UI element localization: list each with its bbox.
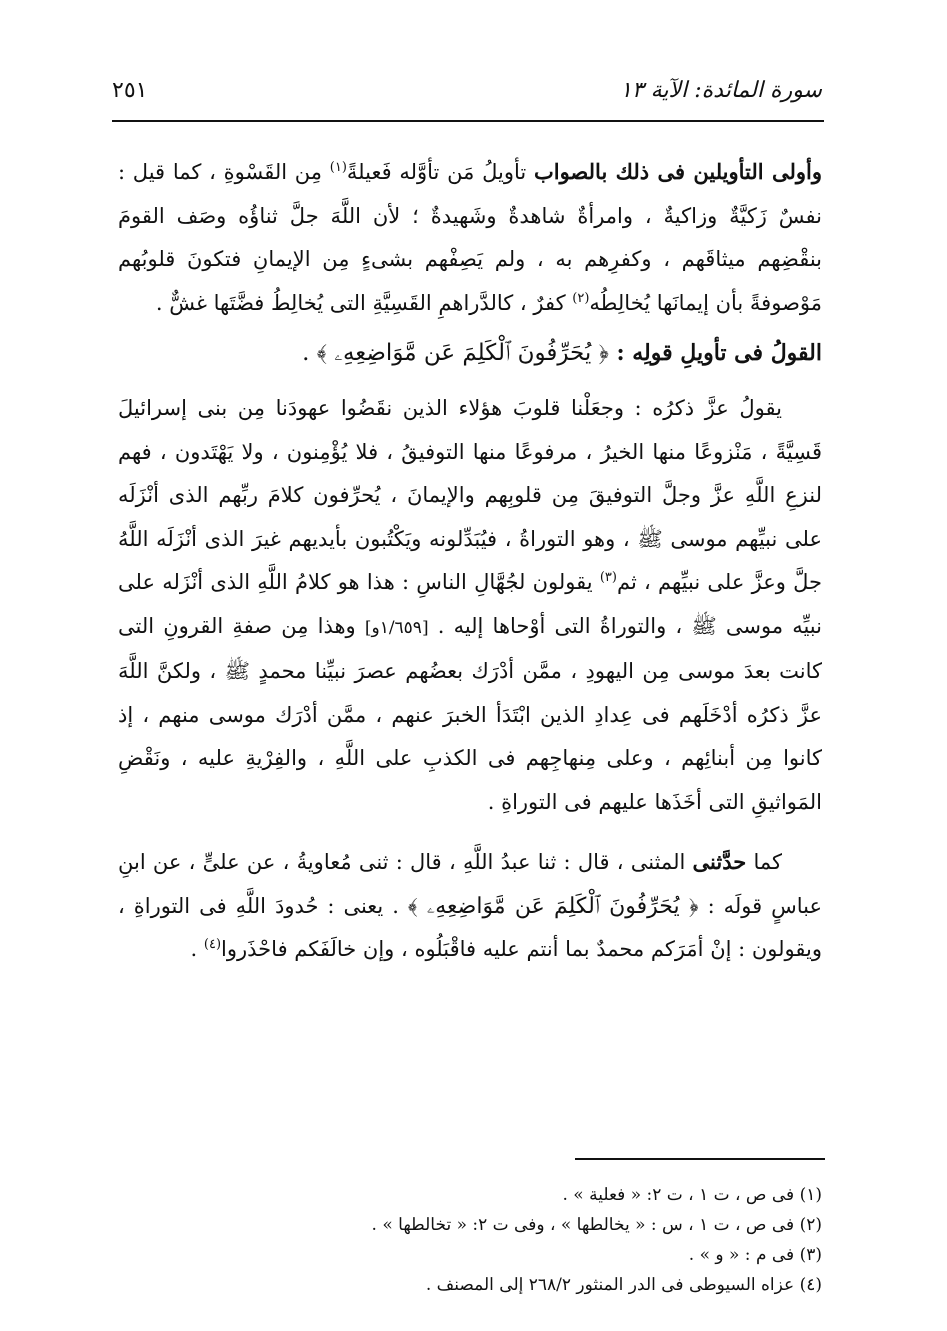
footnotes: [118, 1180, 822, 1300]
bold-lead: وأولى التأويلين فى ذلك بالصواب: [533, 159, 823, 184]
text-span: وهذا مِن صفةِ القرونِ التى كانت بعدَ موسى مِن اليهودِ ، ممَّن أدْرَك بعضُهم عصرَ نبيِّنا محمدٍ ﷺ ، ولكنَّ اللَّهَ عزَّ ذكرُه أدْخَلَهم فى عِدادِ الذين ابْتَدَأ الخبرَ عنهم ، ممَّن أدْرَك موسى منهم ، إذ كانوا مِن أبنائِهم ، وعلى مِنهاجِهم فى الكذبِ على اللَّهِ ، والفِرْيةِ عليه ، ونَقْضِ المَواثيقِ التى أخَذَها عليهم فى التوراةِ .: [118, 613, 822, 814]
text-span: مِن القَسْوةِ ، كما قيل : نفسٌ زَكيَّةٌ وزاكيةٌ ، وامرأةٌ شاهدةٌ وشَهيدةٌ ؛ لأن اللَّهَ جلَّ ثناؤُه وصَف القومَ بنقْضِهم ميثاقَهم ، وكفرِهم به ، ولم يَصِفْهم بشىءٍ مِن الإيمانِ فتكونَ قلوبُهم مَوْصوفةً بأن إيمانَها يُخالِطُه: [118, 160, 822, 315]
spacer: [118, 824, 822, 840]
footnote-ref-3[interactable]: (٣): [599, 570, 617, 585]
section-heading: [118, 331, 822, 375]
main-text: [118, 150, 822, 972]
text-span: . يعنى : حُدودَ اللَّهِ فى التوراةِ ، ويقولون : إنْ أمَرَكم محمدٌ بما أنتم عليه فاقْبَلُوه ، وإن خالَفَكم فاحْذَروا: [118, 893, 822, 961]
quran-quote: ﴿ يُحَرِّفُونَ ٱلْكَلِمَ عَن مَّوَاضِعِهِۦ ﴾: [407, 893, 699, 919]
text-span: كما: [746, 850, 782, 874]
page-number: ٢٥١: [112, 78, 148, 103]
footnote-ref-2[interactable]: (٢): [572, 290, 590, 306]
running-header: [112, 78, 822, 118]
footnote-ref-4[interactable]: (٤): [203, 937, 222, 952]
footnote-1: (١) فى ص ، ت ١ ، ت ٢: « فعلية » .: [562, 1185, 822, 1205]
text-span: المثنى ، قال : ثنا عبدُ اللَّهِ ، قال : ثنى مُعاويةُ ، عن علىٍّ ، عن ابنِ عباسٍ قولَه :: [118, 850, 823, 918]
header-rule: [112, 120, 824, 122]
footnote-4: (٤) عزاه السيوطى فى الدر المنثور ٢٦٨/٢ إلى المصنف .: [425, 1275, 822, 1295]
footnote-3: (٣) فى م : « و » .: [688, 1245, 822, 1265]
footnote-2: (٢) فى ص ، ت ١ ، س : « يخالطها » ، وفى ت ٢: « تخالطها » .: [371, 1215, 822, 1235]
text-span: يقولُ عزَّ ذكرُه : وجعَلْنا قلوبَ هؤلاء الذين نقَضُوا عهودَنا مِن بنى إسرائيلَ قَسِيَّةً ، مَنْزوعًا منها الخيرُ ، مرفوعًا منها التوفيقُ ، فلا يُؤْمِنون ، ولا يَهْتَدون ، فهم لنزعِ اللَّهِ عزَّ وجلَّ التوفيقَ مِن قلوبِهم والإيمانَ ، يُحرِّفون كلامَ ربِّهم الذى أنْزَلَه على نبيِّهم موسى ﷺ ، وهو التوراةُ ، فيُبَدِّلونه ويَكْتُبون بأيديهم غيرَ الذى أنْزَلَه اللَّهُ جلَّ وعزَّ على نبيِّهم ، ثم: [118, 396, 823, 594]
footnote-ref-1[interactable]: (١): [329, 160, 347, 175]
heading-bold: القولُ فى تأويلِ قولِه :: [616, 340, 822, 366]
bold-narration: حدَّثنى: [692, 849, 747, 874]
text-span: .: [190, 937, 204, 961]
footnote-rule: [575, 1158, 825, 1160]
surah-title: سورة المائدة: الآية ١٣: [620, 78, 822, 103]
text-span: كفرٌ ، كالدَّراهمِ القَسِيَّةِ التى يُخالِطُ فضَّتَها غشٌّ .: [155, 290, 573, 315]
text-span: يقولون لجُهَّالِ الناسِ : هذا هو كلامُ اللَّهِ الذى أنْزَله على نبيِّه موسى ﷺ ، والتوراةُ التى أوْحاها إليه .: [118, 570, 822, 638]
paragraph-2: [118, 387, 822, 824]
paragraph-3: [118, 840, 822, 972]
manuscript-ref: [١/٦٥٩و]: [364, 617, 429, 638]
quran-quote: ﴿ يُحَرِّفُونَ ٱلْكَلِمَ عَن مَّوَاضِعِهِۦ ﴾ .: [302, 340, 609, 366]
text-span: تأويلُ مَن تأوَّله فَعيلةً: [346, 160, 534, 184]
paragraph-1: [118, 150, 822, 325]
